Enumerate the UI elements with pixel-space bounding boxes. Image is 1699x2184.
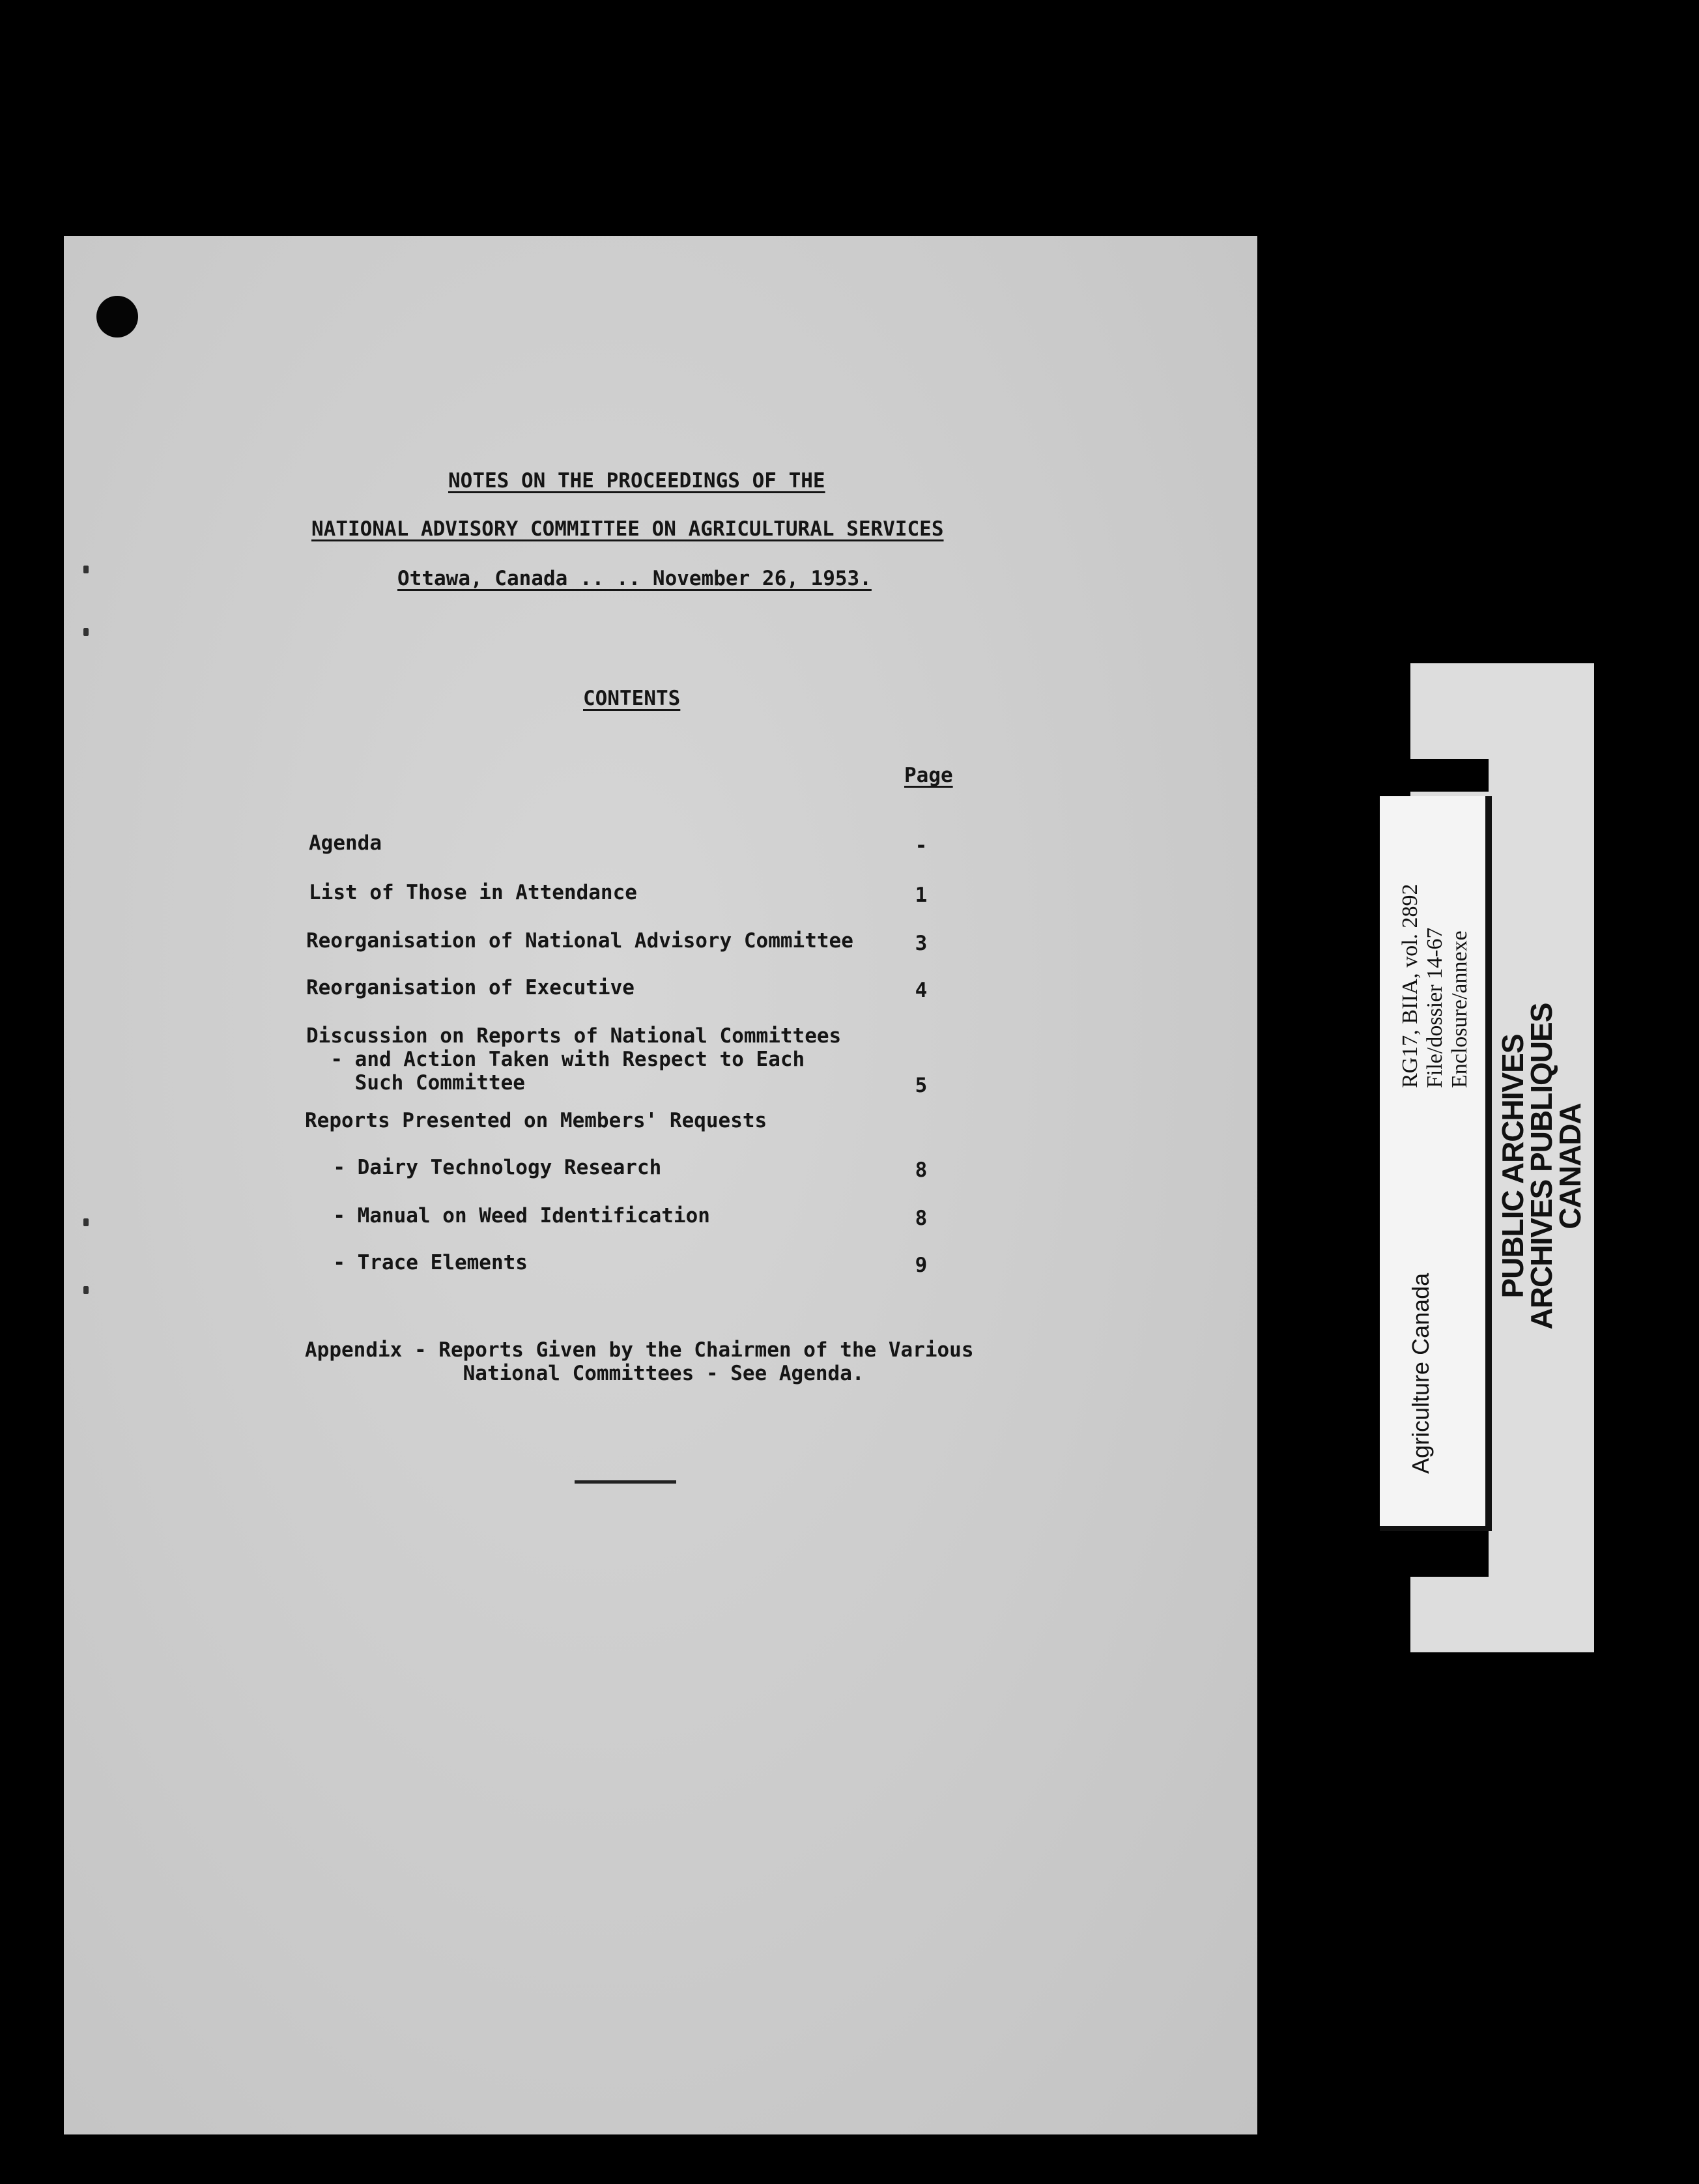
document-page: [64, 236, 1257, 2134]
toc-entry-page: 4: [915, 979, 928, 1002]
toc-section-heading: Reports Presented on Members' Requests: [305, 1109, 767, 1132]
stamp-line: PUBLIC ARCHIVES: [1496, 1034, 1530, 1299]
margin-mark: [83, 1286, 89, 1294]
appendix-note: Appendix - Reports Given by the Chairmen of the Various National Committees - See Agenda.: [305, 1338, 974, 1385]
title-line-2: NATIONAL ADVISORY COMMITTEE ON AGRICULTURAL SERVICES: [311, 517, 944, 541]
archive-reference: [1398, 884, 1472, 1088]
archives-stamp: [1496, 997, 1587, 1336]
toc-entry-text: Discussion on Reports of National Committees - and Action Taken with Respect to Each Such Committee: [306, 1024, 842, 1095]
punch-hole: [96, 296, 138, 338]
toc-entry-text: Reorganisation of National Advisory Committee: [306, 929, 853, 953]
department-name: Agriculture Canada: [1407, 1272, 1434, 1474]
margin-mark: [83, 566, 89, 573]
toc-entry-page: 8: [915, 1207, 928, 1230]
margin-mark: [83, 1218, 89, 1226]
toc-entry-page: 8: [915, 1158, 928, 1182]
title-line-3: Ottawa, Canada .. .. November 26, 1953.: [397, 567, 872, 590]
toc-entry-page: 1: [915, 884, 928, 907]
toc-entry-page: 5: [915, 1074, 928, 1097]
toc-entry-text: - Dairy Technology Research: [309, 1156, 662, 1179]
toc-entry-text: Reorganisation of Executive: [306, 976, 635, 999]
page-column-heading: Page: [904, 764, 953, 787]
toc-entry-text: List of Those in Attendance: [309, 881, 637, 904]
closing-rule: [575, 1480, 676, 1484]
reference-line: File/dossier 14-67: [1423, 927, 1447, 1088]
reference-line: RG17, BIIA, vol. 2892: [1398, 884, 1422, 1088]
toc-entry-page: 3: [915, 932, 928, 955]
toc-entry-page: 9: [915, 1254, 928, 1277]
stamp-line: ARCHIVES PUBLIQUES: [1524, 1003, 1558, 1330]
toc-entry-page: -: [915, 834, 928, 857]
toc-entry-text: - Trace Elements: [309, 1251, 528, 1274]
tab-notch: [1410, 759, 1489, 792]
toc-entry-text: Agenda: [309, 831, 382, 855]
contents-heading: CONTENTS: [583, 687, 681, 710]
title-line-1: NOTES ON THE PROCEEDINGS OF THE: [448, 469, 825, 493]
margin-mark: [83, 628, 89, 636]
toc-entry-text: - Manual on Weed Identification: [309, 1204, 710, 1228]
reference-line: Enclosure/annexe: [1448, 930, 1472, 1088]
stamp-line: CANADA: [1553, 1103, 1587, 1229]
